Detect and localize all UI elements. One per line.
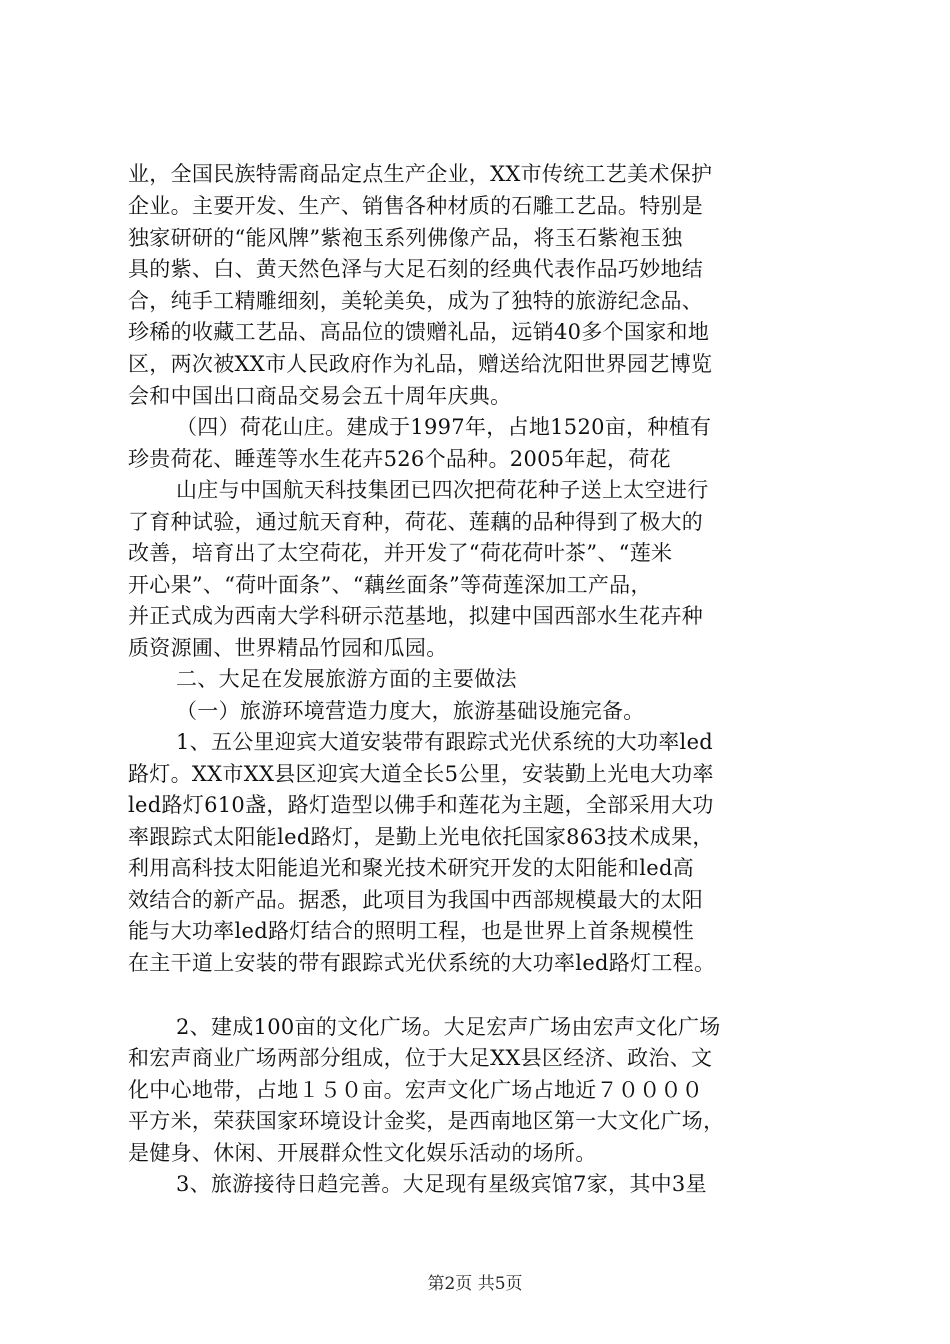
- text-line: 开心果”、“荷叶面条”、“藕丝面条”等荷莲深加工产品，: [128, 573, 652, 597]
- text-line: 能与大功率led路灯结合的照明工程，也是世界上首条规模性: [128, 919, 694, 943]
- text-line: 化中心地带，占地１５０亩。宏声文化广场占地近７００００: [128, 1078, 704, 1102]
- text-line: 改善，培育出了太空荷花，并开发了“荷花荷叶茶”、“莲米: [128, 541, 673, 565]
- text-line: 和宏声商业广场两部分组成，位于大足XX县区经济、政治、文: [128, 1046, 713, 1070]
- text-line: 1、五公里迎宾大道安装带有跟踪式光伏系统的大功率led: [176, 730, 714, 754]
- text-line: 3、旅游接待日趋完善。大足现有星级宾馆7家，其中3星: [176, 1172, 707, 1196]
- text-line: 业，全国民族特需商品定点生产企业，XX市传统工艺美术保护: [128, 162, 713, 186]
- text-line: 效结合的新产品。据悉，此项目为我国中西部规模最大的太阳: [128, 888, 704, 912]
- text-line: 独家研研的“能风牌”紫袍玉系列佛像产品，将玉石紫袍玉独: [128, 226, 683, 250]
- text-line: 率跟踪式太阳能led路灯，是勤上光电依托国家863技术成果，: [128, 825, 714, 849]
- text-line: 企业。主要开发、生产、销售各种材质的石雕工艺品。特别是: [128, 194, 704, 218]
- text-line: 利用高科技太阳能追光和聚光技术研究开发的太阳能和led高: [128, 856, 694, 880]
- text-line: 珍稀的收藏工艺品、高品位的馈赠礼品，远销40多个国家和地: [128, 320, 710, 344]
- text-line: 具的紫、白、黄天然色泽与大足石刻的经典代表作品巧妙地结: [128, 257, 704, 281]
- text-line: 了育种试验，通过航天育种，荷花、莲藕的品种得到了极大的: [128, 510, 704, 534]
- page-footer: 第2页 共5页: [427, 1274, 523, 1294]
- text-line: 质资源圃、世界精品竹园和瓜园。: [128, 636, 448, 660]
- text-line: 合，纯手工精雕细刻，美轮美奂，成为了独特的旅游纪念品、: [128, 289, 704, 313]
- text-line: 珍贵荷花、睡莲等水生花卉526个品种。2005年起，荷花: [128, 447, 671, 471]
- subsection-heading: （一）旅游环境营造力度大，旅游基础设施完备。: [176, 699, 645, 723]
- text-line: led路灯610盏，路灯造型以佛手和莲花为主题，全部采用大功: [128, 793, 714, 817]
- text-line: 区，两次被XX市人民政府作为礼品，赠送给沈阳世界园艺博览: [128, 352, 713, 376]
- text-line: 2、建成100亩的文化广场。大足宏声广场由宏声文化广场: [176, 1015, 721, 1039]
- section-heading: 二、大足在发展旅游方面的主要做法: [176, 667, 517, 691]
- text-line: 并正式成为西南大学科研示范基地，拟建中国西部水生花卉种: [128, 604, 704, 628]
- text-line: 在主干道上安装的带有跟踪式光伏系统的大功率led路灯工程。: [128, 951, 716, 975]
- text-line: 山庄与中国航天科技集团已四次把荷花种子送上太空进行: [176, 478, 709, 502]
- text-line: （四）荷花山庄。建成于1997年，占地1520亩，种植有: [176, 415, 712, 439]
- text-line: 路灯。XX市XX县区迎宾大道全长5公里，安装勤上光电大功率: [128, 762, 714, 786]
- text-line: 会和中国出口商品交易会五十周年庆典。: [128, 384, 512, 408]
- text-line: 是健身、休闲、开展群众性文化娱乐活动的场所。: [128, 1141, 597, 1165]
- text-line: 平方米，荣获国家环境设计金奖，是西南地区第一大文化广场，: [128, 1109, 725, 1133]
